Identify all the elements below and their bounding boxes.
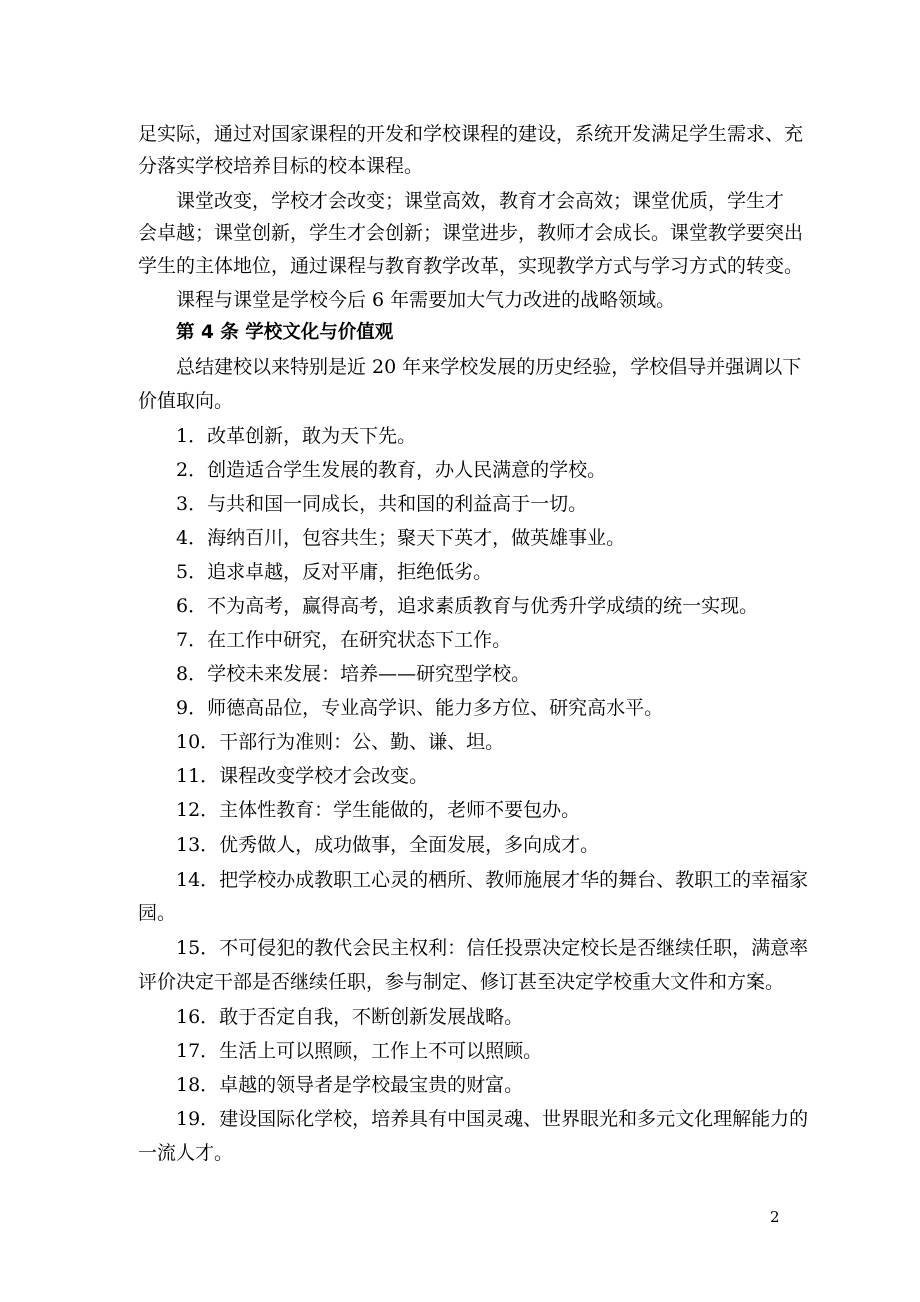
classroom-line-2: 会卓越；课堂创新，学生才会创新；课堂进步，教师才会成长。课堂教学要突出 [138,222,804,244]
value-item-2: 2．创造适合学生发展的教育，办人民满意的学校。 [176,459,607,481]
value-item-13: 13．优秀做人，成功做事，全面发展，多向成才。 [176,834,600,856]
value-item-16: 16．敢于否定自我，不断创新发展战略。 [176,1006,524,1028]
value-item-15-line-2: 评价决定干部是否继续任职，参与制定、修订甚至决定学校重大文件和方案。 [138,971,785,993]
value-item-3: 3．与共和国一同成长，共和国的利益高于一切。 [176,493,588,515]
value-item-19-line-2: 一流人才。 [138,1142,234,1164]
value-item-9: 9．师德高品位，专业高学识、能力多方位、研究高水平。 [176,697,664,719]
classroom-line-1: 课堂改变，学校才会改变；课堂高效，教育才会高效；课堂优质，学生才 [176,190,785,212]
value-item-4: 4．海纳百川，包容共生；聚天下英才，做英雄事业。 [176,527,626,549]
value-item-6: 6．不为高考，赢得高考，追求素质教育与优秀升学成绩的统一实现。 [176,595,759,617]
value-item-5: 5．追求卓越，反对平庸，拒绝低劣。 [176,561,493,583]
value-item-7: 7．在工作中研究，在研究状态下工作。 [176,629,512,651]
value-item-19-line-1: 19．建设国际化学校，培养具有中国灵魂、世界眼光和多元文化理解能力的 [176,1108,809,1130]
value-item-1: 1．改革创新，敢为天下先。 [176,425,417,447]
page-number: 2 [770,1208,780,1226]
summary-line-1: 总结建校以来特别是近 20 年来学校发展的历史经验，学校倡导并强调以下 [176,356,802,378]
value-item-14-line-2: 园。 [138,902,177,924]
intro-line-2: 分落实学校培养目标的校本课程。 [138,155,424,177]
value-item-18: 18．卓越的领导者是学校最宝贵的财富。 [176,1074,524,1096]
value-item-10: 10．干部行为准则：公、勤、谦、坦。 [176,731,505,753]
summary-line-2: 价值取向。 [138,390,234,412]
section-heading: 第 4 条 学校文化与价值观 [176,322,394,343]
value-item-11: 11．课程改变学校才会改变。 [176,765,429,787]
value-item-14-line-1: 14．把学校办成教职工心灵的栖所、教师施展才华的舞台、教职工的幸福家 [176,869,809,891]
value-item-12: 12．主体性教育：学生能做的，老师不要包办。 [176,799,581,821]
strategic-paragraph: 课程与课堂是学校今后 6 年需要加大气力改进的战略领域。 [176,289,676,311]
intro-line-1: 足实际，通过对国家课程的开发和学校课程的建设，系统开发满足学生需求、充 [138,123,804,145]
value-item-15-line-1: 15．不可侵犯的教代会民主权利：信任投票决定校长是否继续任职，满意率 [176,937,809,959]
classroom-line-3: 学生的主体地位，通过课程与教育教学改革，实现教学方式与学习方式的转变。 [138,255,804,277]
value-item-17: 17．生活上可以照顾，工作上不可以照顾。 [176,1040,543,1062]
value-item-8: 8．学校未来发展：培养——研究型学校。 [176,663,531,685]
